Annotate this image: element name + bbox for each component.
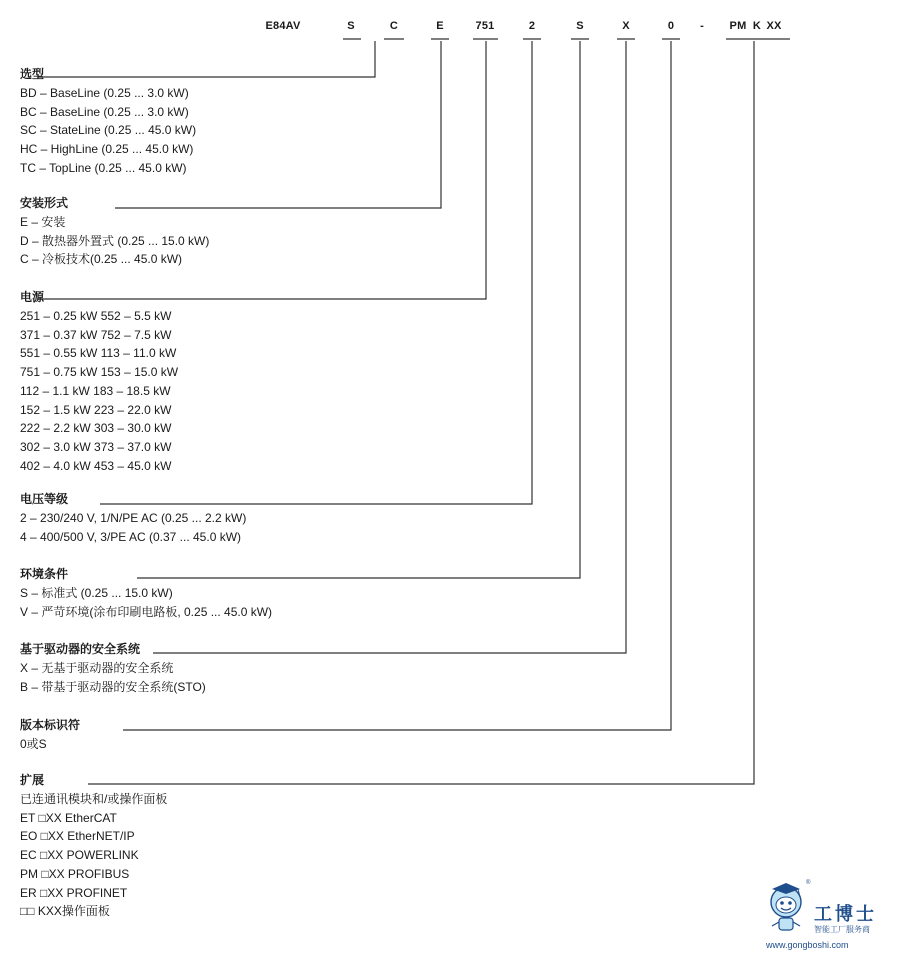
- power-item: 402 – 4.0 kW 453 – 45.0 kW: [20, 458, 172, 473]
- logo-url: www.gongboshi.com: [766, 940, 849, 950]
- watermark-logo: [760, 878, 892, 956]
- logo-slogan: 智能工厂服务商: [814, 925, 870, 934]
- code-position-safety: X: [622, 20, 630, 32]
- connector-version: [123, 41, 671, 730]
- power-item: 251 – 0.25 kW 552 – 5.5 kW: [20, 309, 172, 323]
- section-title-version: 版本标识符: [20, 718, 81, 732]
- section-title-safety: 基于驱动器的安全系统: [20, 642, 141, 656]
- voltage-item: 4 – 400/500 V, 3/PE AC (0.37 ... 45.0 kW): [20, 529, 242, 544]
- section-mounting: [20, 194, 209, 269]
- section-version: [20, 716, 80, 754]
- extension-item: EO □XX EtherNET/IP: [20, 829, 135, 844]
- registered-mark: ®: [806, 880, 811, 886]
- power-item: 222 – 2.2 kW 303 – 30.0 kW: [20, 421, 172, 436]
- code-position-model-2: C: [389, 20, 399, 32]
- code-position-model: S: [347, 20, 355, 32]
- environment-item: S – 标准式 (0.25 ... 15.0 kW): [20, 586, 173, 600]
- section-model: [20, 65, 196, 178]
- section-title-power: 电源: [20, 290, 45, 304]
- section-title-mounting: 安装形式: [20, 196, 69, 210]
- power-item: 302 – 3.0 kW 373 – 37.0 kW: [20, 439, 172, 454]
- code-position-environment: S: [576, 20, 584, 32]
- extension-item: □□ KXX操作面板: [20, 904, 110, 919]
- safety-item: B – 带基于驱动器的安全系统(STO): [20, 679, 206, 694]
- safety-item: X – 无基于驱动器的安全系统: [20, 661, 174, 675]
- code-position-extension-3: XX: [766, 20, 782, 32]
- power-item: 751 – 0.75 kW 153 – 15.0 kW: [20, 365, 179, 380]
- extension-item: EC □XX POWERLINK: [20, 848, 139, 863]
- code-prefix: E84AV: [265, 20, 301, 32]
- power-item: 152 – 1.5 kW 223 – 22.0 kW: [20, 402, 172, 417]
- extension-item: PM □XX PROFIBUS: [20, 866, 130, 881]
- power-item: 112 – 1.1 kW 183 – 18.5 kW: [20, 383, 171, 398]
- extension-item: ER □XX PROFINET: [20, 885, 128, 900]
- voltage-item: 2 – 230/240 V, 1/N/PE AC (0.25 ... 2.2 kW): [20, 511, 247, 525]
- code-position-extension-1: PM: [729, 20, 747, 32]
- robot-mascot-icon: [762, 878, 814, 938]
- model-item: HC – HighLine (0.25 ... 45.0 kW): [20, 142, 194, 157]
- version-item: 0或S: [20, 737, 47, 751]
- model-item: TC – TopLine (0.25 ... 45.0 kW): [20, 160, 187, 175]
- extension-item: ET □XX EtherCAT: [20, 810, 117, 825]
- connector-safety: [153, 41, 626, 653]
- section-title-voltage: 电压等级: [20, 492, 69, 506]
- section-safety: [20, 640, 206, 696]
- section-title-model: 选型: [20, 67, 45, 81]
- mounting-item: D – 散热器外置式 (0.25 ... 15.0 kW): [20, 233, 210, 248]
- code-position-version: 0: [667, 20, 675, 32]
- section-power: [20, 288, 178, 475]
- environment-item: V – 严苛环境(涂布印刷电路板, 0.25 ... 45.0 kW): [20, 604, 273, 619]
- model-item: BC – BaseLine (0.25 ... 3.0 kW): [20, 104, 189, 119]
- section-environment: [20, 565, 272, 621]
- code-position-voltage: 2: [528, 20, 536, 32]
- code-separator: -: [700, 20, 704, 32]
- mounting-item: C – 冷板技术(0.25 ... 45.0 kW): [20, 252, 183, 267]
- section-title-environment: 环境条件: [20, 567, 69, 581]
- section-extension: [20, 771, 167, 921]
- code-position-mounting: E: [436, 20, 444, 32]
- mounting-item: E – 安装: [20, 215, 66, 229]
- section-voltage: [20, 490, 246, 546]
- extension-item: 已连通讯模块和/或操作面板: [20, 792, 168, 806]
- code-position-power: 751: [475, 20, 495, 32]
- code-position-extension-2: K: [752, 20, 762, 32]
- power-item: 551 – 0.55 kW 113 – 11.0 kW: [20, 346, 177, 361]
- power-item: 371 – 0.37 kW 752 – 7.5 kW: [20, 327, 172, 342]
- logo-name: 工博士: [814, 904, 877, 924]
- section-title-extension: 扩展: [20, 773, 45, 787]
- model-item: BD – BaseLine (0.25 ... 3.0 kW): [20, 86, 189, 100]
- model-item: SC – StateLine (0.25 ... 45.0 kW): [20, 123, 197, 138]
